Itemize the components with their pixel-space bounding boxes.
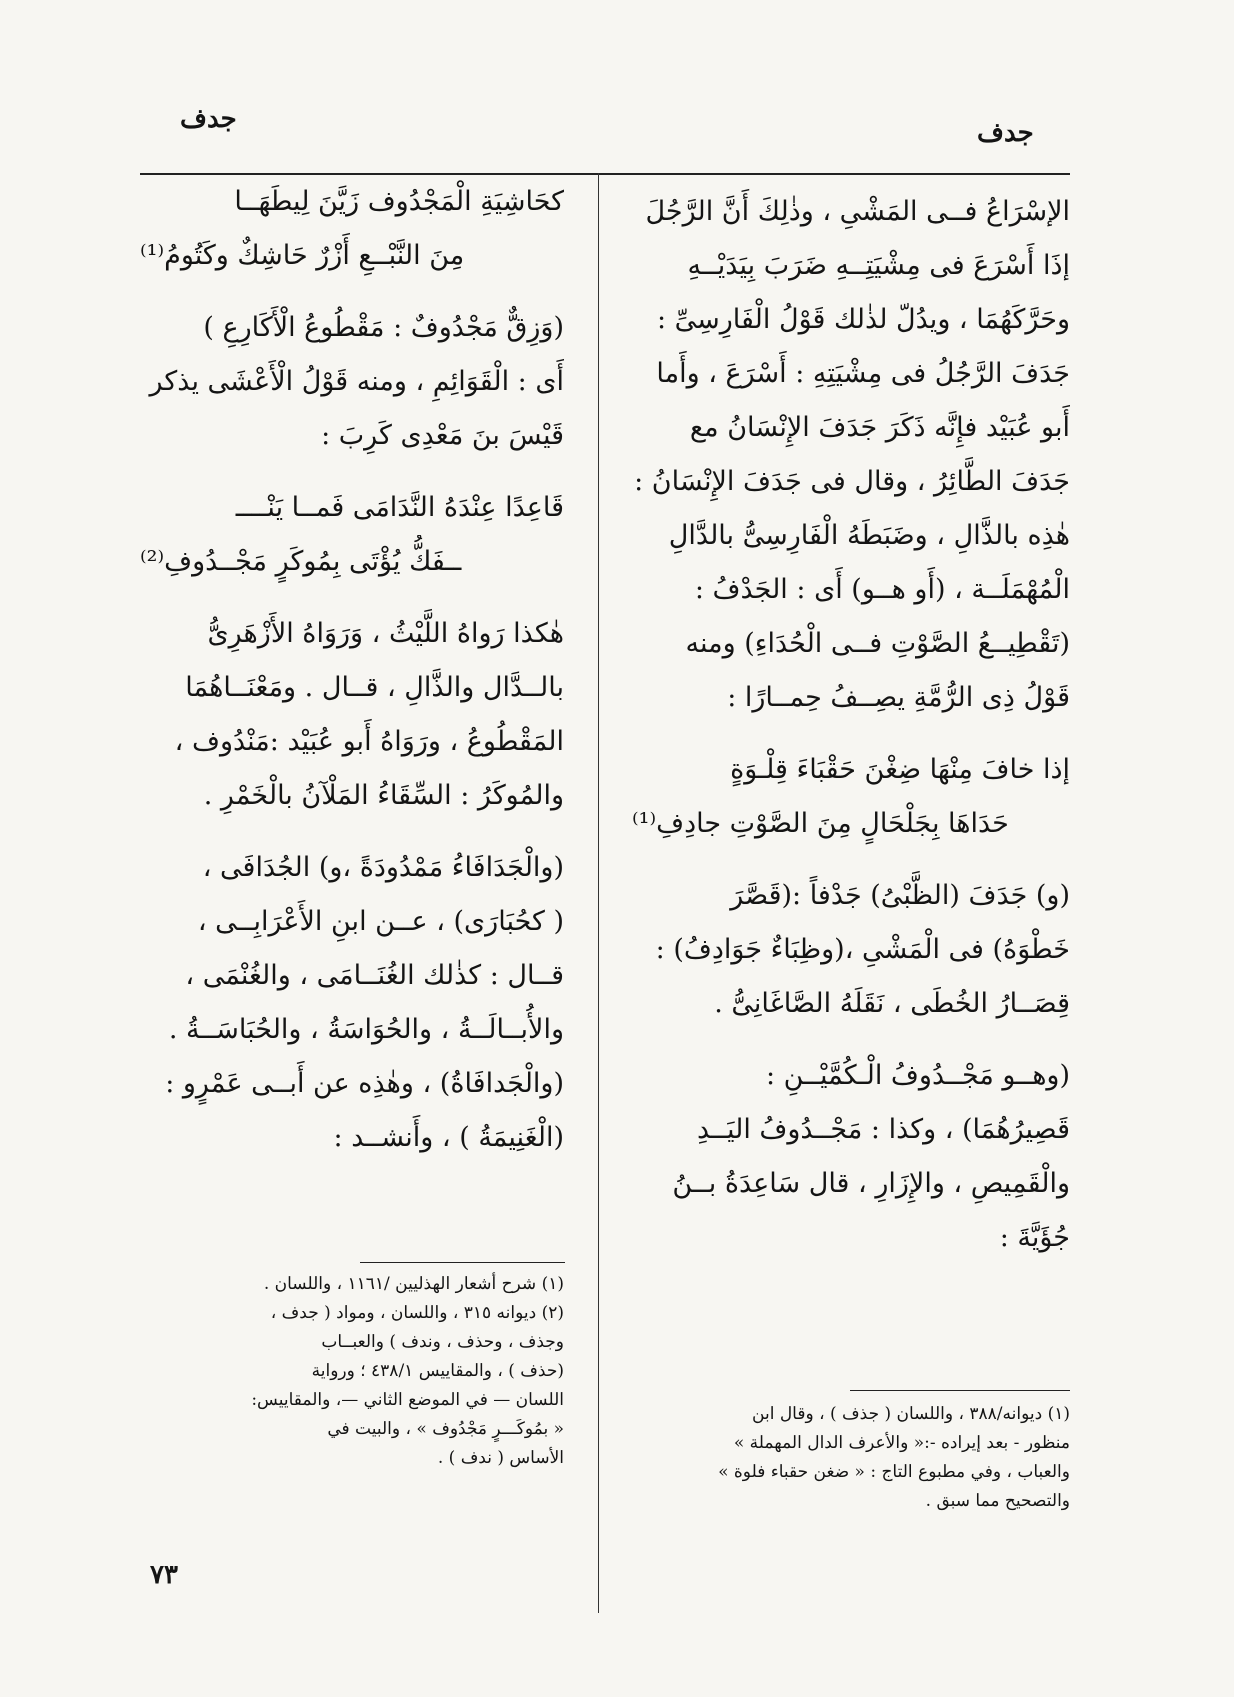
page-number: ٧٣ xyxy=(150,1560,178,1590)
text-line: أَى : الْقَوَائِمِ ، ومنه قَوْلُ الْأَعْشَى يذكر xyxy=(149,366,564,397)
verse-hemistich-2: حَدَاهَا بِجَلْحَالٍ مِنَ الصَّوْتِ جادِفِ⁽¹⁾ xyxy=(632,808,1009,839)
text-line: ( كحُبَارَى) ، عــن ابنِ الأَعْرَابِــى ، xyxy=(197,906,564,937)
left-column xyxy=(140,175,564,1165)
verse-hemistich-1: إذا خافَ مِنْهَا ضِغْنَ حَقْبَاءَ قِلْـوَةٍ xyxy=(730,754,1070,785)
footnote-line: منظور - بعد إيراده -:« والأعرف الدال المهملة » xyxy=(733,1433,1070,1453)
verse-hemistich-2: ــفَكُّ يُؤْتَى بِمُوكَرٍ مَجْــدُوفِ⁽²⁾ xyxy=(140,546,462,577)
text-line: جَدَفَ الطَّائِرُ ، وقال فى جَدَفَ الإِنْسَانُ : xyxy=(634,466,1070,497)
text-line: الإسْرَاعُ فــى المَشْىِ ، وذٰلِكَ أَنَّ الرَّجُلَ xyxy=(645,196,1070,227)
text-line: والأُبــالَــةُ ، والحُوَاسَةُ ، والحُبَاسَــةُ . xyxy=(168,1014,564,1045)
text-line: هٰكذا رَواهُ اللَّيْثُ ، وَرَوَاهُ الأَزْهَرِىُّ xyxy=(207,618,564,649)
footnote-line: (٢) ديوانه ٣١٥ ، واللسان ، ومواد ( جدف ، xyxy=(270,1303,564,1323)
column-separator xyxy=(598,173,599,1613)
text-line: (والْجَدَافَاءُ مَمْدُودَةً ،و) الجُدَافَى ، xyxy=(202,852,564,883)
text-line: والمُوكَرُ : السِّقَاءُ المَلْآنُ بالْخَمْرِ . xyxy=(203,780,564,811)
footnote-rule-left xyxy=(360,1262,565,1263)
text-line: (وهــو مَجْــدُوفُ الْـكُمَّيْــنِ : xyxy=(765,1060,1070,1091)
verse-hemistich-2: مِنَ النَّبْــعِ أَزْرٌ حَاشِكٌ وكَتُومُ⁽¹⁾ xyxy=(140,240,465,271)
text-line: الْمُهْمَلَــة ، (أَو هــو) أَى : الجَدْفُ : xyxy=(694,574,1070,605)
text-line: جُؤَيَّةَ : xyxy=(999,1222,1070,1253)
text-line: قَيْسَ بنَ مَعْدِى كَرِبَ : xyxy=(321,420,564,451)
verse-hemistich-1: كحَاشِيَةِ الْمَجْدُوف زَيَّنَ لِيطَهَــا xyxy=(234,186,564,217)
text-line: قــال : كذٰلك الغُنَــامَى ، والغُنْمَى ، xyxy=(185,960,564,991)
footnote-line: (١) ديوانه/٣٨٨ ، واللسان ( جذف ) ، وقال ابن xyxy=(752,1404,1070,1424)
text-line: (والْجَدافَاةُ) ، وهٰذِه عن أَبــى عَمْرٍو : xyxy=(165,1068,564,1099)
text-line: (و) جَدَفَ (الظَّبْىُ) جَدْفاً :(قَصَّرَ xyxy=(730,880,1070,911)
running-header-left: جدف xyxy=(180,104,237,134)
footnote-line: وجذف ، وحذف ، وندف ) والعبــاب xyxy=(321,1332,564,1352)
right-column xyxy=(632,185,1070,1265)
footnote-rule-right xyxy=(850,1390,1070,1391)
footnote-line: (١) شرح أشعار الهذليين /١١٦١ ، واللسان . xyxy=(263,1274,564,1294)
running-header-right: جدف xyxy=(977,118,1034,148)
text-line: قَصِيرُهُمَا) ، وكذا : مَجْــدُوفُ اليَــدِ xyxy=(696,1114,1070,1145)
text-line: (الْغَنِيمَةُ ) ، وأَنشــد : xyxy=(333,1122,564,1153)
verse-hemistich-1: قَاعِدًا عِنْدَهُ النَّدَامَى فَمــا يَنْــــ xyxy=(235,492,564,523)
footnotes-left xyxy=(140,1270,564,1473)
text-line: والْقَمِيصِ ، والإِزَارِ ، قال سَاعِدَةُ بــنُ xyxy=(672,1168,1070,1199)
text-line: خَطْوَهُ) فى الْمَشْىِ ،(وظِبَاءٌ جَوَادِفُ) : xyxy=(655,934,1070,965)
text-line: وحَرَّكَهُمَا ، ويدُلّ لذٰلك قَوْلُ الْفَارِسِىِّ : xyxy=(656,304,1070,335)
footnote-line: والتصحيح مما سبق . xyxy=(925,1491,1070,1511)
text-line: (وَزِقٌّ مَجْدُوفٌ : مَقْطُوعُ الْأَكَارِعِ ) xyxy=(203,312,564,343)
footnote-line: « بمُوكَـــرٍ مَجْدُوف » ، والبيت في xyxy=(327,1419,564,1439)
text-line: جَدَفَ الرَّجُلُ فى مِشْيَتِهِ : أَسْرَعَ ، وأَما xyxy=(656,358,1070,389)
text-line: قِصَــارُ الخُطَى ، نَقَلَهُ الصَّاغَانِىُّ . xyxy=(714,988,1070,1019)
footnote-line: والعباب ، وفي مطبوع التاج : « ضغن حقباء فلوة » xyxy=(718,1462,1070,1482)
footnote-line: (حذف ) ، والمقاييس ٤٣٨/١ ؛ ورواية xyxy=(311,1361,564,1381)
text-line: هٰذِه بالذَّالِ ، وضَبَطَهُ الْفَارِسِىُّ بالدَّالِ xyxy=(668,520,1070,551)
text-line: أَبو عُبَيْد فإِنَّه ذَكَرَ جَدَفَ الإِنْسَانُ مع xyxy=(689,412,1070,443)
footnote-line: الأساس ( ندف ) . xyxy=(437,1448,564,1468)
footnote-line: اللسان — في الموضع الثاني —، والمقاييس: xyxy=(251,1390,564,1410)
text-line: إذَا أَسْرَعَ فى مِشْيَتِــهِ ضَرَبَ بِيَدَيْــهِ xyxy=(687,250,1070,281)
text-line: بالــدَّال والذَّالِ ، قــال . ومَعْنَــاهُمَا xyxy=(185,672,564,703)
text-line: (تَقْطِيــعُ الصَّوْتِ فــى الْحُدَاءِ) ومنه xyxy=(685,628,1070,659)
text-line: قَوْلُ ذِى الرُّمَّةِ يصِــفُ حِمــارًا : xyxy=(727,682,1070,713)
text-line: المَقْطُوعُ ، ورَوَاهُ أَبو عُبَيْد :مَنْدُوف ، xyxy=(174,726,564,757)
footnotes-right xyxy=(632,1400,1070,1516)
